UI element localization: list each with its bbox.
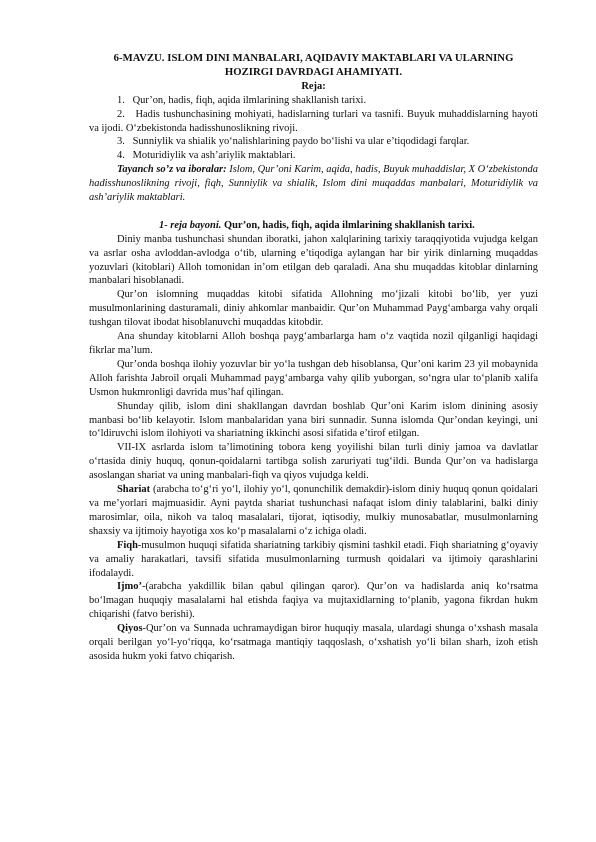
paragraph: Ana shunday kitoblarni Alloh boshqa payg‘ambarlarga ham o‘z vaqtida nozil qilganligi haqidagi fikrlar ma’lum. (89, 331, 538, 357)
plan-item (89, 108, 538, 136)
spacer (89, 205, 538, 219)
definition-text: (arabcha to‘g‘ri yo‘l, ilohiy yo‘l, qonunchilik demakdir)-islom diniy huquq qonun qoidalari va me’yorlari majmuasidir. Ayni paytda shariat tushunchasi nafaqat islom diniy talablarini, balki diniy marosimlar, oila, nikoh va taloq masalalari, tijorat, iqtisodiy, mulkiy munosabatlar, musulmonlarning shaxsiy va ijtimoiy hayotiga xos ko‘p masalalarni o‘z ichiga oladi. (89, 484, 538, 537)
paragraph: Qur’on islomning muqaddas kitobi sifatida Allohning mo‘jizali kitobi bo‘lib, yer yuzi musulmonlarining dasturamali, diniy ahkomlar manbaidir. Qur’on Muhammad Payg‘ambarga vahy orqali tushgan tilovat ibodat hisoblanuvchi muqaddas kitobdir. (89, 289, 538, 329)
plan-item-number: 3. (117, 136, 125, 148)
definition-term: Ijmo’ (117, 581, 142, 593)
definition (89, 539, 538, 581)
plan-item-number: 1. (117, 94, 125, 106)
plan-item-text: Sunniylik va shialik yo‘nalishlarining paydo bo‘lishi va ular e’tiqodidagi farqlar. (132, 136, 470, 148)
paragraph: Qur’onda boshqa ilohiy yozuvlar bir yo‘la tushgan deb hisoblansa, Qur’oni karim 23 yil mobaynida Alloh farishta Jabroil orqali Muhammad payg‘ambarga vahy qilib yuborgan, so‘ngra ular to‘planib xalifa Usmon hukmronligi davrida mus’haf qilingan. (89, 358, 538, 398)
definition-text: -(arabcha yakdillik bilan qabul qilingan qaror). Qur’on va hadislarda aniq ko‘rsatma bo‘lmagan huquqiy masalalarni hal etishda faqiya va mujtaxidlarning to‘planib, yagona fikrdan hukm chiqarishi (fatvo berishi). (89, 581, 538, 621)
paragraph: VII-IX asrlarda islom ta’limotining tobora keng yoyilishi bilan turli diniy jamoa va davlatlar o‘rtasida diniy huquq, qonun-qoidalarni tartibga solish zaruriyati tug‘ildi. Bunda Qur’on va hadislarga asoslangan shariat va uning manbalari-fiqh va qiyos vujudga keldi. (89, 442, 538, 482)
definition (89, 580, 538, 622)
definition-term: Shariat (117, 484, 151, 496)
plan-item (89, 135, 538, 149)
section-title: Qur’on, hadis, fiqh, aqida ilmlarining shakllanish tarixi. (221, 219, 475, 231)
page-title: 6-MAVZU. ISLOM DINI MANBALARI, AQIDAVIY MAKTABLARI VA ULARNING HOZIRGI DAVRDAGI AHAMIYATI. (113, 52, 514, 78)
plan-heading: Reja: (301, 80, 326, 92)
section-label: 1- reja bayoni. (159, 219, 222, 231)
plan-item-text: Hadis tushunchasining mohiyati, hadislarning turlari va tasnifi. Buyuk muhaddislarning hayoti va ijodi. O‘zbekistonda hadisshunoslikning rivoji. (89, 108, 538, 134)
key-terms-text: Islom, Qur’oni Karim, aqida, hadis, Buyuk muhaddislar, X O‘zbekistonda hadisshunoslikning rivoji, fiqh, Sunniylik va shialik, Islom dini muqaddas manbalari, Moturidiylik va ash’ariylik maktablari. (89, 164, 538, 204)
plan-item (89, 149, 538, 163)
definition-text: -Qur’on va Sunnada uchramaydigan biror huquqiy masala, ulardagi shunga o‘xshash masala orqali berilgan yo‘l-yo‘riqqa, ko‘rsatmaga mantiqiy taqqoslash, o‘xshatish yo‘li bilan sharh, izoh etish asosida hukm yoki fatvo chiqarish. (89, 623, 538, 662)
plan-item (89, 94, 538, 108)
definition-term: Fiqh (117, 539, 138, 551)
plan-item-text: Moturidiylik va ash’ariylik maktablari. (132, 150, 296, 162)
paragraph: Diniy manba tushunchasi shundan iboratki, jahon xalqlarining tarixiy taraqqiyotida vujudga kelgan va asrlar osha avloddan-avlodga o‘tib, ularning e’tiqodiga aylangan har bir yirik dinlarning muqaddas yozuvlari (kitoblari) Alloh tomonidan in’om etilgan deb qaraladi. Ana shu muqaddas kitoblar dinlarning manbalari hisoblanadi. (89, 233, 538, 287)
plan-item-text: Qur’on, hadis, fiqh, aqida ilmlarining shakllanish tarixi. (132, 94, 367, 106)
section-heading (89, 219, 538, 233)
document-body (89, 52, 538, 664)
definition (89, 483, 538, 539)
definition (89, 622, 538, 664)
key-terms (89, 163, 538, 205)
plan-item-number: 2. (117, 108, 125, 120)
definition-text: -musulmon huquqi sifatida shariatning tarkibiy qismini tashkil etadi. Fiqh shariatning g‘oyaviy va amaliy harakatlari, tavsifi sifatida musulmonlarning turmush qoidalari va ijtimoiy qarashlarini ifodalaydi. (89, 539, 538, 579)
definition-term: Qiyos (117, 623, 143, 635)
paragraph: Shunday qilib, islom dini shakllangan davrdan boshlab Qur’oni Karim islom dinining asosiy manbasi bo‘lib kelayotir. Islom manbalaridan yana biri sunnadir. Sunna islomda Qur’ondan keyingi, uni to‘ldiruvchi islom ilohiyoti va shariatning ikkinchi asosi sifatida e’tirof etilgan. (89, 400, 538, 440)
key-terms-label: Tayanch so’z va iboralar: (117, 164, 227, 176)
plan-item-number: 4. (117, 150, 125, 162)
